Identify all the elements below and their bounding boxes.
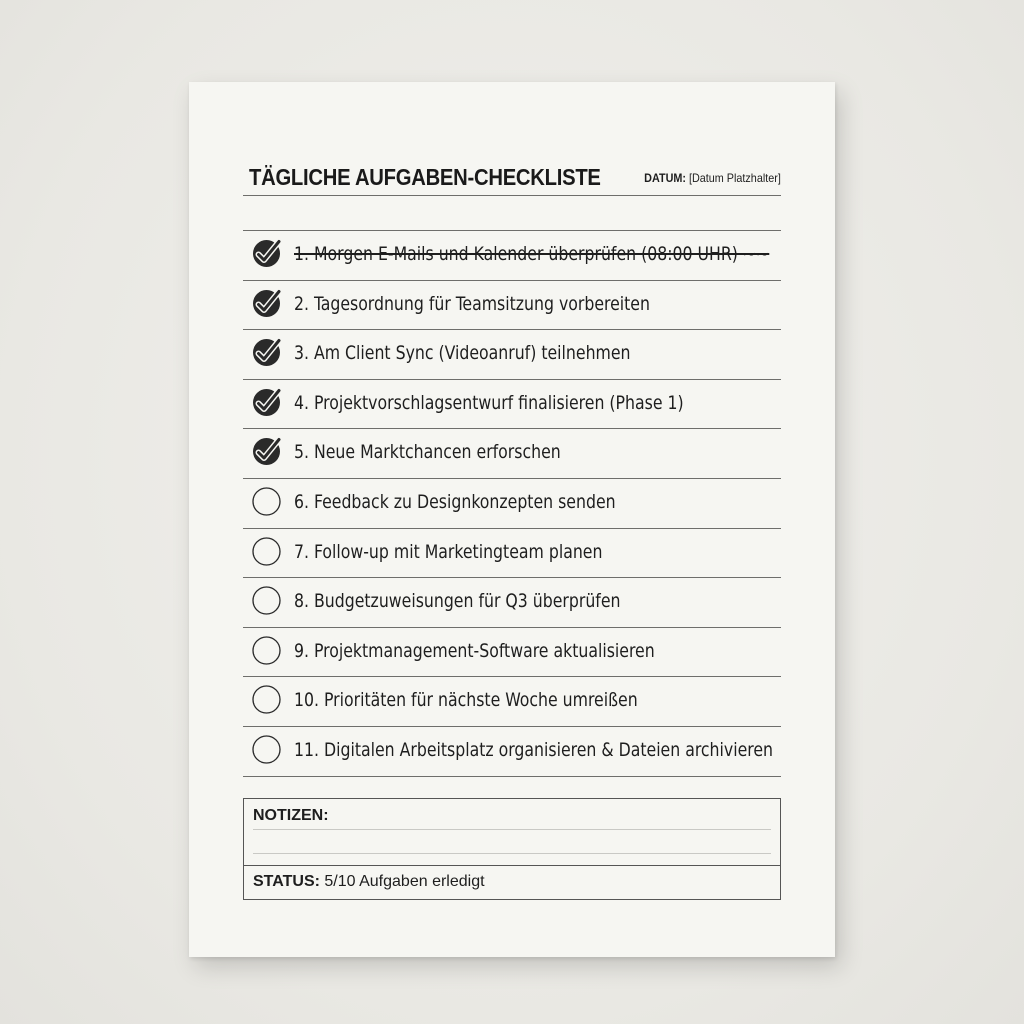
- task-label: 2. Tagesordnung für Teamsitzung vorbereiten: [294, 292, 650, 315]
- task-row[interactable]: [243, 280, 781, 329]
- empty-circle-icon[interactable]: [252, 487, 281, 516]
- task-label: 3. Am Client Sync (Videoanruf) teilnehmen: [294, 342, 631, 365]
- task-row[interactable]: [243, 478, 781, 527]
- page-title: TÄGLICHE AUFGABEN-CHECKLISTE: [249, 164, 601, 190]
- task-row[interactable]: [243, 379, 781, 428]
- empty-circle-icon[interactable]: [252, 685, 281, 714]
- checked-circle-icon[interactable]: [252, 289, 281, 318]
- empty-circle-icon[interactable]: [252, 735, 281, 764]
- date-value: [Datum Platzhalter]: [689, 171, 781, 185]
- task-row[interactable]: [243, 627, 781, 676]
- task-row[interactable]: [243, 676, 781, 725]
- task-label: 8. Budgetzuweisungen für Q3 überprüfen: [294, 590, 621, 613]
- checked-circle-icon[interactable]: [252, 338, 281, 367]
- date-label: DATUM:: [644, 171, 687, 185]
- checklist-paper: [189, 82, 835, 957]
- task-label: 1. Morgen E-Mails und Kalender überprüfen (08:00 UHR) ~~: [294, 243, 770, 265]
- status-divider: [244, 865, 780, 866]
- date-field: [644, 171, 781, 185]
- header-rule: [243, 195, 781, 196]
- notes-line[interactable]: [253, 853, 771, 854]
- notes-box: [243, 798, 781, 900]
- checked-circle-icon[interactable]: [252, 239, 281, 268]
- task-divider: [243, 776, 781, 777]
- status-value: 5/10 Aufgaben erledigt: [324, 873, 485, 890]
- empty-circle-icon[interactable]: [252, 537, 281, 566]
- task-label: 4. Projektvorschlagsentwurf finalisieren (Phase 1): [294, 391, 684, 414]
- task-row[interactable]: [243, 428, 781, 477]
- empty-circle-icon[interactable]: [252, 636, 281, 665]
- checked-circle-icon[interactable]: [252, 388, 281, 417]
- task-label: 9. Projektmanagement-Software aktualisieren: [294, 639, 655, 662]
- status-label: STATUS:: [253, 873, 320, 890]
- notes-label: NOTIZEN:: [253, 807, 329, 824]
- checked-circle-icon[interactable]: [252, 437, 281, 466]
- task-row[interactable]: [243, 528, 781, 577]
- task-label: 10. Prioritäten für nächste Woche umreißen: [294, 689, 638, 712]
- task-row[interactable]: [243, 329, 781, 378]
- task-label: 7. Follow-up mit Marketingteam planen: [294, 540, 603, 563]
- task-label: 11. Digitalen Arbeitsplatz organisieren & Dateien archivieren: [294, 739, 773, 761]
- notes-line[interactable]: [253, 829, 771, 830]
- task-row[interactable]: [243, 230, 781, 279]
- task-label: 5. Neue Marktchancen erforschen: [294, 441, 561, 464]
- task-label: 6. Feedback zu Designkonzepten senden: [294, 491, 616, 513]
- task-row[interactable]: [243, 726, 781, 775]
- status-text: [253, 873, 485, 891]
- empty-circle-icon[interactable]: [252, 586, 281, 615]
- header: [243, 164, 781, 194]
- task-row[interactable]: [243, 577, 781, 626]
